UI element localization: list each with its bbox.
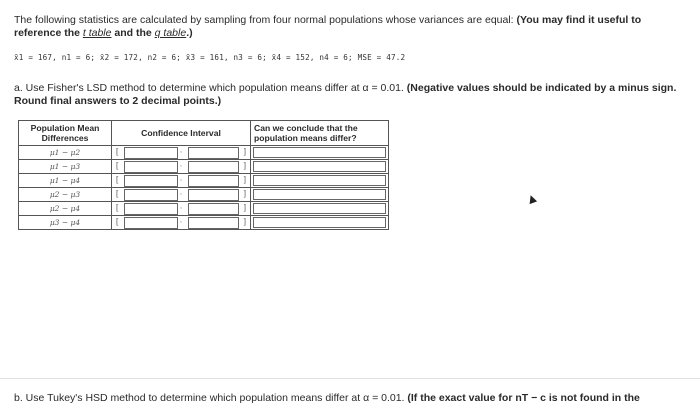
- close-bracket: ]: [243, 203, 246, 212]
- difference-label: μ1 − μ4: [19, 174, 112, 188]
- ci-comma: ,: [180, 175, 182, 182]
- conclusion-select[interactable]: [253, 161, 386, 172]
- close-bracket: ]: [243, 147, 246, 156]
- ci-upper-input[interactable]: [188, 203, 239, 215]
- ci-comma: ,: [180, 147, 182, 154]
- ci-upper-input[interactable]: [188, 189, 239, 201]
- ci-upper-input[interactable]: [188, 147, 239, 159]
- ci-lower-input[interactable]: [124, 175, 178, 187]
- conclusion-select[interactable]: [253, 203, 386, 214]
- confidence-interval-cell: [112, 160, 251, 174]
- confidence-interval-cell: [112, 216, 251, 230]
- conclusion-cell: [251, 146, 389, 160]
- table-row: [19, 188, 389, 202]
- confidence-interval-cell: [112, 202, 251, 216]
- part-b-instructions: (If the exact value for nT − c is not found in the: [404, 392, 640, 404]
- ci-comma: ,: [180, 217, 182, 224]
- conclusion-cell: [251, 216, 389, 230]
- open-bracket: [: [116, 175, 119, 184]
- part-b-text: b. Use Tukey's HSD method to determine which population means differ at: [14, 392, 364, 404]
- confidence-interval-cell: [112, 188, 251, 202]
- difference-label: μ1 − μ3: [19, 160, 112, 174]
- part-a-question: [14, 82, 690, 108]
- difference-label: μ2 − μ4: [19, 202, 112, 216]
- ci-upper-input[interactable]: [188, 161, 239, 173]
- table-row: [19, 160, 389, 174]
- open-bracket: [: [116, 203, 119, 212]
- part-a-text: a. Use Fisher's LSD method to determine which population means differ at: [14, 82, 363, 94]
- conclusion-cell: [251, 202, 389, 216]
- difference-label: μ2 − μ3: [19, 188, 112, 202]
- part-b-question: [14, 392, 694, 405]
- intro-bold-prefix: (You may find it useful to reference the: [14, 14, 642, 39]
- table-row: [19, 146, 389, 160]
- intro-bold-suffix: .): [186, 27, 193, 39]
- table-row: [19, 174, 389, 188]
- ci-comma: ,: [180, 203, 182, 210]
- section-divider: [0, 378, 700, 379]
- ci-lower-input[interactable]: [124, 203, 178, 215]
- sample-statistics: x̄1 = 167, n1 = 6; x̄2 = 172, n2 = 6; x̄3 = 161, n3 = 6; x̄4 = 152, n4 = 6; MSE = 47.2: [14, 53, 406, 62]
- open-bracket: [: [116, 161, 119, 170]
- ci-comma: ,: [180, 161, 182, 168]
- open-bracket: [: [116, 147, 119, 156]
- t-table-link[interactable]: t table: [82, 27, 112, 39]
- conclusion-cell: [251, 174, 389, 188]
- header-conclude: Can we conclude that the population means differ?: [251, 121, 389, 146]
- ci-upper-input[interactable]: [188, 175, 239, 187]
- difference-label: μ1 − μ2: [19, 146, 112, 160]
- conclusion-select[interactable]: [253, 189, 386, 200]
- conclusion-cell: [251, 188, 389, 202]
- lsd-answer-table: [18, 120, 389, 230]
- intro-paragraph: [14, 14, 690, 40]
- conclusion-select[interactable]: [253, 175, 386, 186]
- ci-lower-input[interactable]: [124, 147, 178, 159]
- confidence-interval-cell: [112, 174, 251, 188]
- mouse-cursor-icon: [527, 194, 537, 204]
- part-b-alpha: α = 0.01.: [363, 392, 405, 404]
- conclusion-select[interactable]: [253, 217, 386, 228]
- ci-upper-input[interactable]: [188, 217, 239, 229]
- header-differences: Population Mean Differences: [19, 121, 112, 146]
- confidence-interval-cell: [112, 146, 251, 160]
- q-table-link[interactable]: q table: [154, 27, 187, 39]
- close-bracket: ]: [243, 217, 246, 226]
- table-row: [19, 216, 389, 230]
- ci-lower-input[interactable]: [124, 161, 178, 173]
- intro-text: The following statistics are calculated by sampling from four normal populations whose variances are equal:: [14, 14, 517, 26]
- conclusion-select[interactable]: [253, 147, 386, 158]
- open-bracket: [: [116, 189, 119, 198]
- close-bracket: ]: [243, 175, 246, 184]
- open-bracket: [: [116, 217, 119, 226]
- ci-lower-input[interactable]: [124, 217, 178, 229]
- difference-label: μ3 − μ4: [19, 216, 112, 230]
- table-row: [19, 202, 389, 216]
- ci-lower-input[interactable]: [124, 189, 178, 201]
- close-bracket: ]: [243, 161, 246, 170]
- intro-bold-mid: and the: [111, 27, 155, 39]
- conclusion-cell: [251, 160, 389, 174]
- ci-comma: ,: [180, 189, 182, 196]
- part-a-instructions: (Negative values should be indicated by a minus sign. Round final answers to 2 decimal points.): [14, 82, 677, 107]
- part-a-alpha: α = 0.01.: [362, 82, 404, 94]
- header-confidence-interval: Confidence Interval: [112, 121, 251, 146]
- close-bracket: ]: [243, 189, 246, 198]
